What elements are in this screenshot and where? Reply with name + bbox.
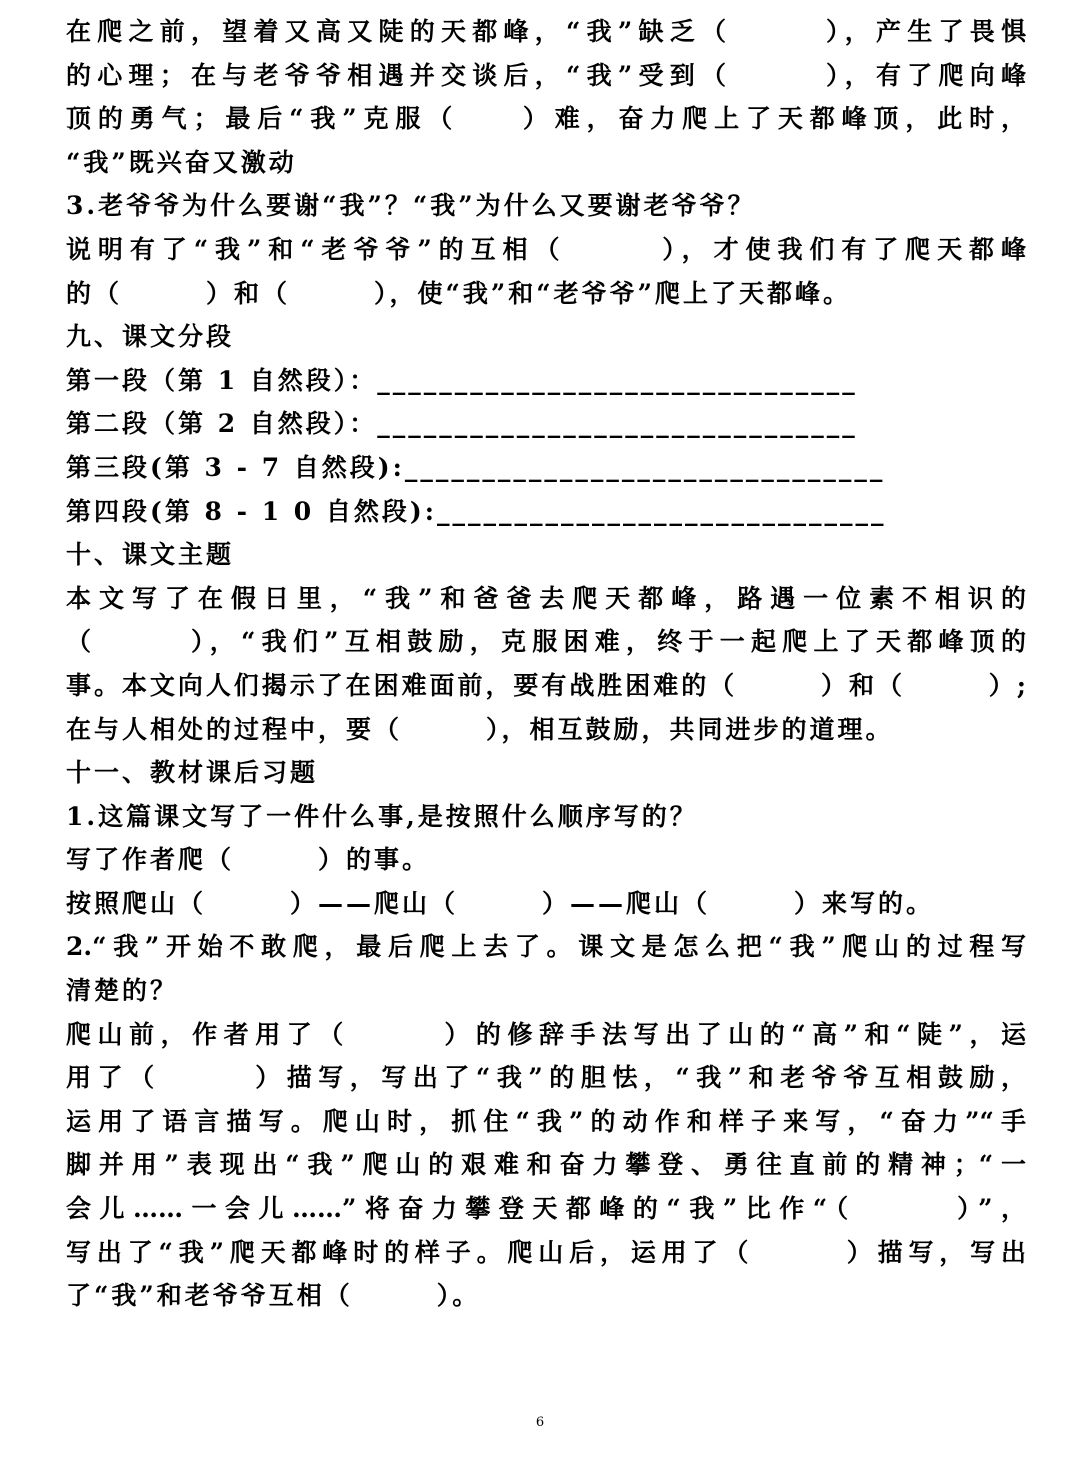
text-line: 了“我”和老爷爷互相（ ）。 (66, 1281, 481, 1311)
text-line: 写了作者爬（ ）的事。 (66, 845, 431, 875)
section-heading: 十一、教材课后习题 (66, 758, 319, 788)
text-line: 在与人相处的过程中，要（ ），相互鼓励，共同进步的道理。 (66, 714, 894, 744)
document-body (66, 10, 1026, 1318)
question-heading: 3.老爷爷为什么要谢“我”？“我”为什么又要谢老爷爷？ (66, 191, 756, 221)
fill-line: 第一段（第 1 自然段）：_______________________________ (66, 365, 858, 395)
text-line: 的（ ）和（ ），使“我”和“老爷爷”爬上了天都峰。 (66, 278, 852, 308)
text-line: 事。本文向人们揭示了在困难面前，要有战胜困难的（ ）和（ ）; (66, 670, 1026, 700)
section-heading: 九、课文分段 (66, 322, 235, 352)
fill-line: 第三段(第 3 - 7 自然段):_______________________________ (66, 452, 886, 482)
question-heading: 1.这篇课文写了一件什么事,是按照什么顺序写的？ (66, 801, 698, 831)
text-line: “我”既兴奋又激动 (66, 147, 297, 177)
text-line: 用了（ ）描写，写出了“我”的胆怯，“我”和老爷爷互相鼓励， (66, 1063, 1026, 1093)
fill-line: 第四段(第 8 - 1 0 自然段):_____________________________ (66, 496, 887, 526)
text-line: 在爬之前，望着又高又陡的天都峰，“我”缺乏（ ），产生了畏惧 (66, 17, 1026, 46)
fill-line: 第二段（第 2 自然段）：_______________________________ (66, 409, 858, 439)
text-line: 运用了语言描写。爬山时，抓住“我”的动作和样子来写，“奋力”“手 (66, 1106, 1026, 1136)
text-line: 的心理；在与老爷爷相遇并交谈后，“我”受到（ ），有了爬向峰 (66, 60, 1026, 90)
question-heading: 清楚的？ (66, 976, 179, 1006)
page-number: 6 (535, 1415, 545, 1430)
text-line: （ ），“我们”互相鼓励，克服困难，终于一起爬上了天都峰顶的 (66, 627, 1026, 657)
section-heading: 十、课文主题 (66, 540, 235, 570)
text-line: 说明有了“我”和“老爷爷”的互相（ ），才使我们有了爬天都峰 (66, 234, 1026, 264)
text-line: 写出了“我”爬天都峰时的样子。爬山后，运用了（ ）描写，写出 (66, 1237, 1026, 1267)
text-line: 本文写了在假日里，“我”和爸爸去爬天都峰，路遇一位素不相识的 (66, 583, 1026, 613)
text-line: 会儿……一会儿……”将奋力攀登天都峰的“我”比作“（ ）”， (66, 1194, 1026, 1224)
text-line: 爬山前，作者用了（ ）的修辞手法写出了山的“高”和“陡”，运 (66, 1019, 1026, 1049)
text-line: 顶的勇气；最后“我”克服（ ）难，奋力爬上了天都峰顶，此时， (66, 104, 1026, 134)
question-heading: 2.“我”开始不敢爬，最后爬上去了。课文是怎么把“我”爬山的过程写 (66, 932, 1026, 962)
text-line: 脚并用”表现出“我”爬山的艰难和奋力攀登、勇往直前的精神；“一 (66, 1150, 1026, 1180)
text-line: 按照爬山（ ）——爬山（ ）——爬山（ ）来写的。 (66, 888, 935, 918)
